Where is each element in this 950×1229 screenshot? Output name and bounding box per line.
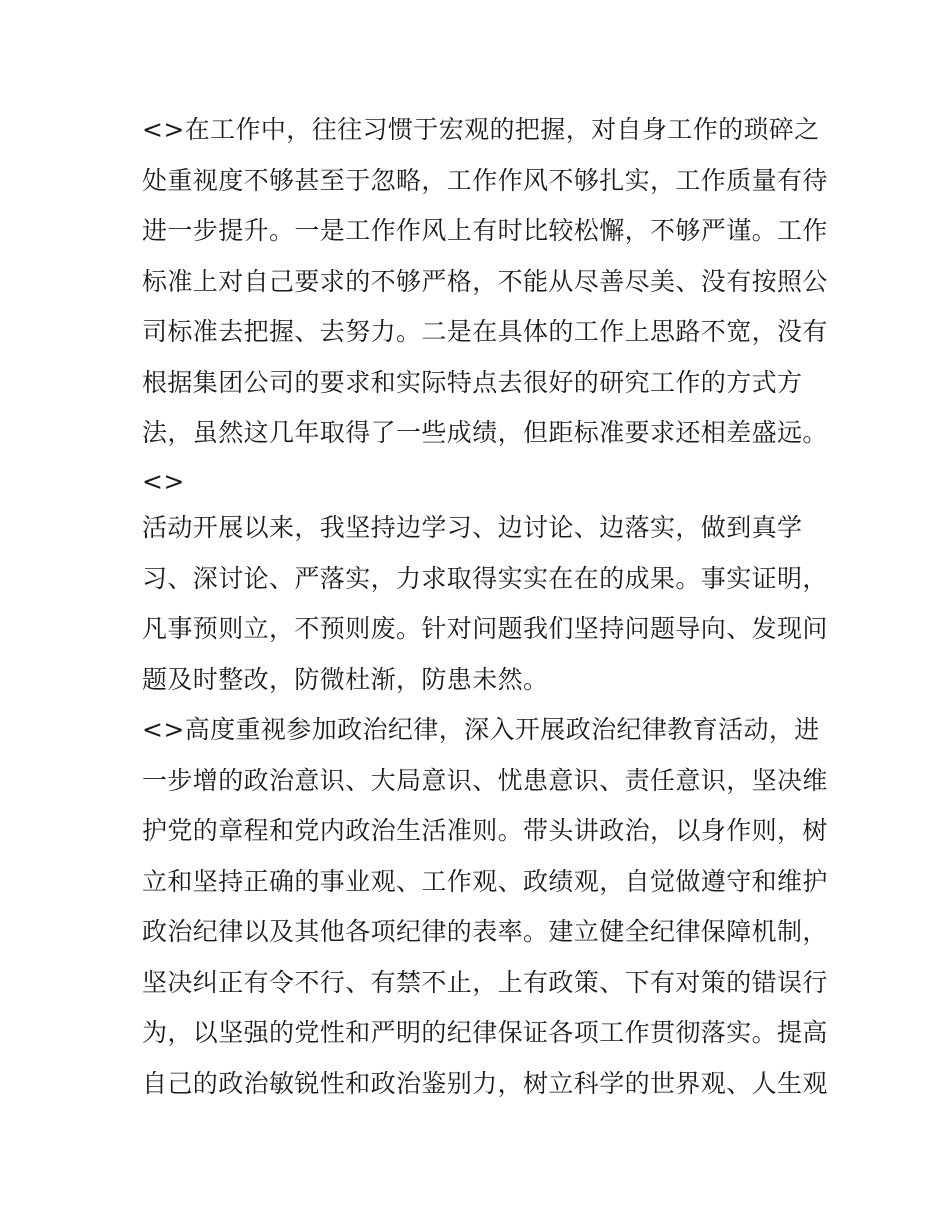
text-line: 处重视度不够甚至于忽略，工作作风不够扎实，工作质量有待 xyxy=(142,166,828,195)
text-line: 政治纪律以及其他各项纪律的表率。建立健全纪律保障机制， xyxy=(142,917,828,946)
text-line: 题及时整改，防微杜渐，防患未然。 xyxy=(142,665,549,694)
text-line: 一步增的政治意识、大局意识、忧患意识、责任意识，坚决维 xyxy=(142,766,828,795)
text-line: 进一步提升。一是工作作风上有时比较松懈，不够严谨。工作 xyxy=(142,216,828,245)
text-line: 凡事预则立，不预则废。针对问题我们坚持问题导向、发现问 xyxy=(142,614,828,643)
text-line: 坚决纠正有令不行、有禁不止，上有政策、下有对策的错误行 xyxy=(142,968,828,997)
text-line: 标准上对自己要求的不够严格，不能从尽善尽美、没有按照公 xyxy=(142,267,828,296)
text-line: 为，以坚强的党性和严明的纪律保证各项工作贯彻落实。提高 xyxy=(142,1018,828,1047)
text-line: 司标准去把握、去努力。二是在具体的工作上思路不宽，没有 xyxy=(142,317,828,346)
text-line: 自己的政治敏锐性和政治鉴别力，树立科学的世界观、人生观 xyxy=(142,1069,828,1098)
text-line: 法，虽然这几年取得了一些成绩，但距标准要求还相差盛远。 xyxy=(142,418,828,447)
text-line: <>在工作中，往往习惯于宏观的把握，对自身工作的琐碎之 xyxy=(142,115,820,144)
text-line: 立和坚持正确的事业观、工作观、政绩观，自觉做遵守和维护 xyxy=(142,867,828,896)
text-line: <> xyxy=(142,467,185,496)
text-line: <>高度重视参加政治纪律，深入开展政治纪律教育活动，进 xyxy=(142,715,820,744)
text-line: 习、深讨论、严落实，力求取得实实在在的成果。事实证明， xyxy=(142,564,828,593)
text-line: 活动开展以来，我坚持边学习、边讨论、边落实，做到真学 xyxy=(142,513,803,542)
text-line: 护党的章程和党内政治生活准则。带头讲政治，以身作则，树 xyxy=(142,816,828,845)
text-line: 根据集团公司的要求和实际特点去很好的研究工作的方式方 xyxy=(142,368,803,397)
